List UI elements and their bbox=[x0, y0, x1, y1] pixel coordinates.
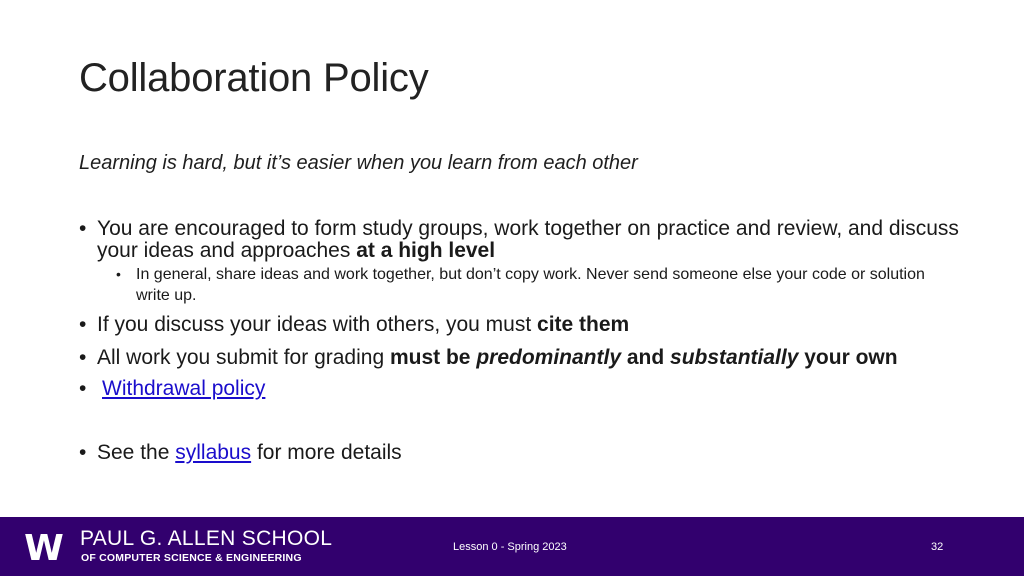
bullet-dot: • bbox=[79, 441, 87, 464]
sub-bullet-text: In general, share ideas and work together, but don’t copy work. Never send someone else your code or solution write up. bbox=[136, 266, 925, 304]
bullet-dot: • bbox=[79, 377, 87, 400]
slide-title: Collaboration Policy bbox=[79, 56, 429, 100]
bullet-text: for more details bbox=[251, 441, 402, 464]
lesson-label: Lesson 0 - Spring 2023 bbox=[453, 541, 567, 553]
bullet-cite-them bbox=[79, 314, 959, 336]
bullet-own-work bbox=[79, 347, 959, 369]
school-subtitle: OF COMPUTER SCIENCE & ENGINEERING bbox=[81, 552, 302, 564]
slide-subtitle: Learning is hard, but it’s easier when you learn from each other bbox=[79, 152, 638, 174]
bullet-dot: • bbox=[79, 346, 87, 369]
syllabus-link[interactable]: syllabus bbox=[175, 441, 252, 464]
bullet-bold-text: must be bbox=[389, 346, 477, 369]
bullet-bold-text: at a high level bbox=[356, 239, 496, 262]
bullet-bold-text: cite them bbox=[537, 313, 630, 336]
bullet-text: All work you submit for grading bbox=[97, 346, 390, 369]
bullet-text: You are encouraged to form study groups, work together on practice and review, and discuss your ideas and approaches bbox=[97, 217, 959, 262]
bullet-text: If you discuss your ideas with others, you must bbox=[97, 313, 538, 336]
bullet-withdrawal bbox=[79, 378, 959, 400]
bullet-study-groups bbox=[79, 218, 959, 262]
bullet-bold-italic-text: predominantly bbox=[476, 346, 622, 369]
bullet-text: See the bbox=[97, 441, 176, 464]
bullet-list bbox=[79, 218, 959, 464]
bullet-syllabus bbox=[79, 442, 959, 464]
uw-logo-icon bbox=[18, 529, 70, 563]
bullet-bold-italic-text: substantially bbox=[670, 346, 799, 369]
footer-bar bbox=[0, 517, 1024, 576]
bullet-bold-text: and bbox=[621, 346, 671, 369]
page-number: 32 bbox=[931, 541, 944, 553]
bullet-bold-text: your own bbox=[798, 346, 898, 369]
sub-bullet-share-ideas bbox=[79, 264, 959, 306]
bullet-dot: • bbox=[79, 217, 87, 240]
uw-logo-letter: W bbox=[24, 529, 64, 563]
school-name: PAUL G. ALLEN SCHOOL bbox=[80, 527, 333, 550]
withdrawal-policy-link[interactable]: Withdrawal policy bbox=[102, 377, 266, 400]
bullet-dot: • bbox=[116, 266, 121, 282]
bullet-dot: • bbox=[79, 313, 87, 336]
